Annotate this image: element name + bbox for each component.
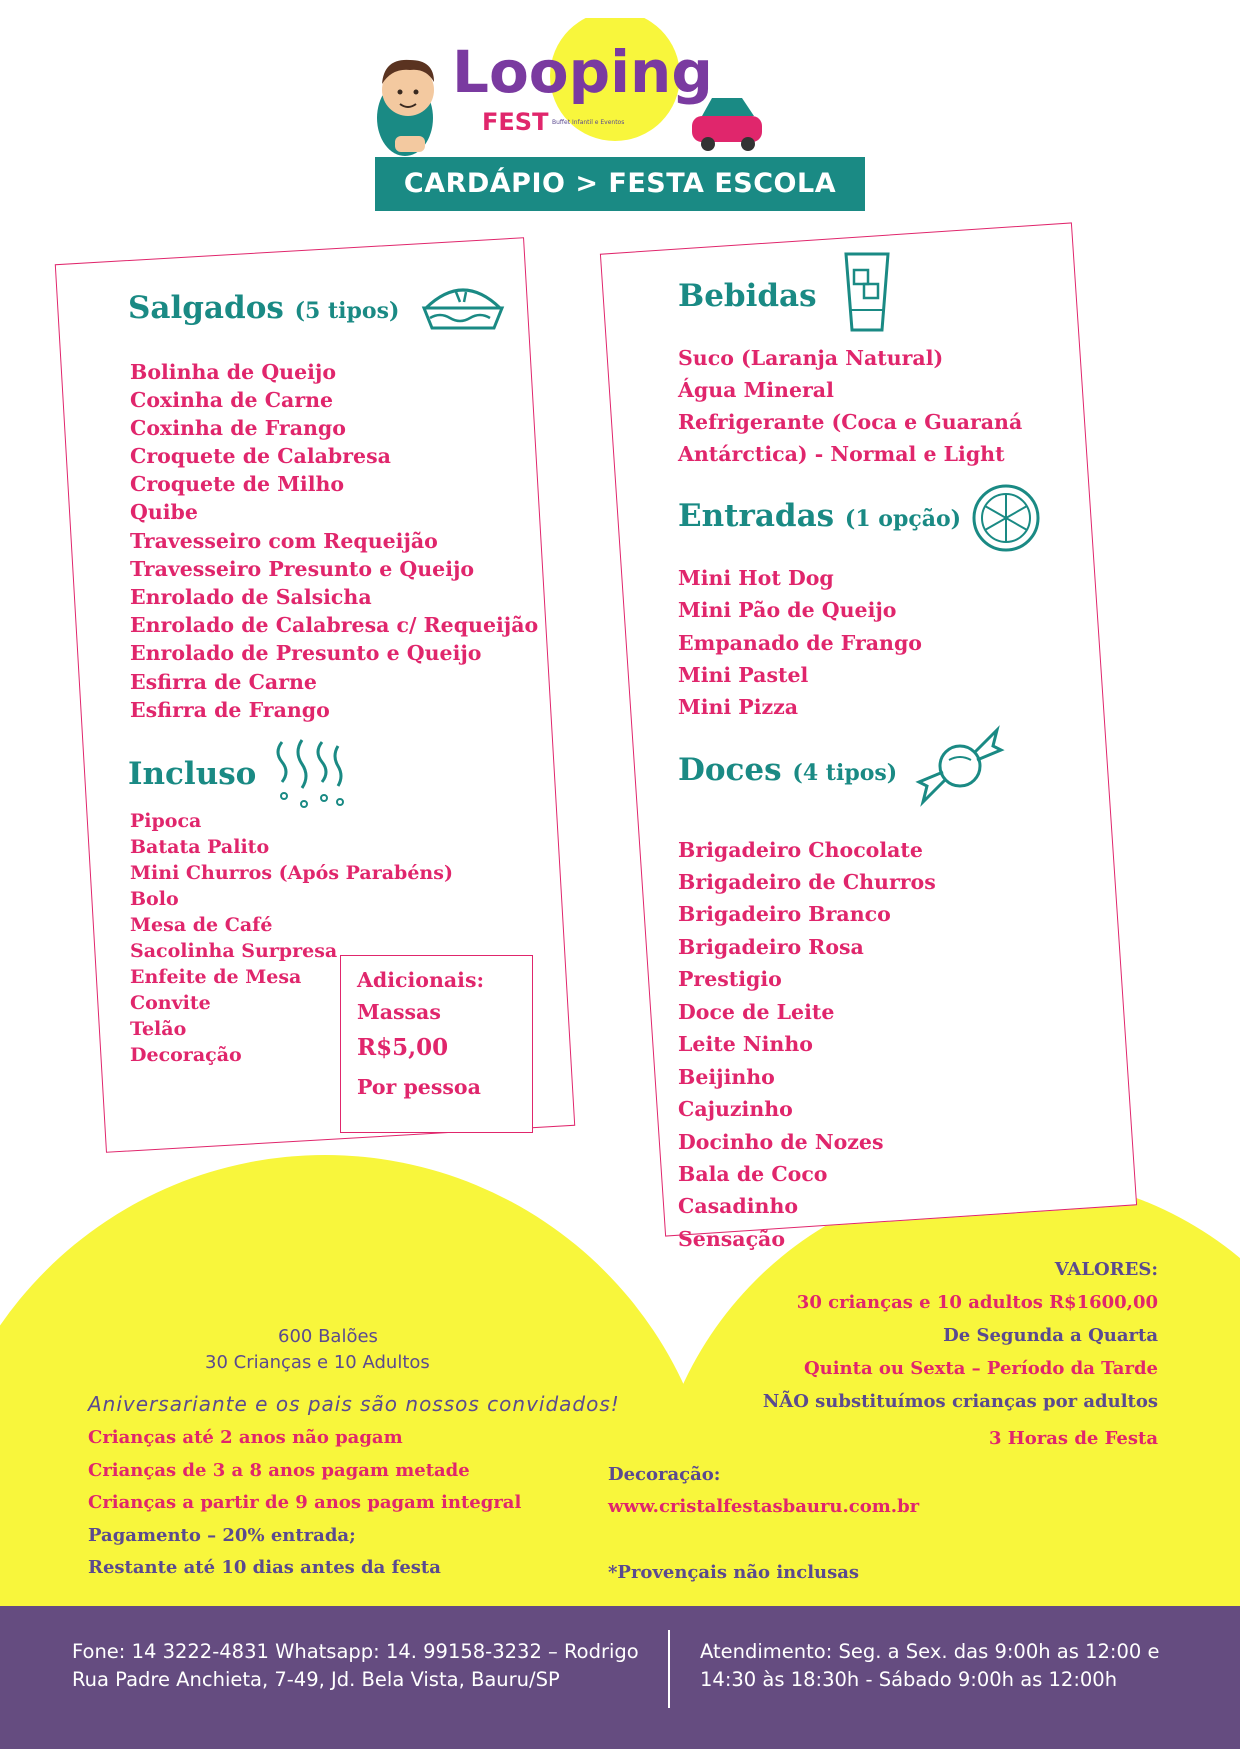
- list-item: Decoração: [130, 1044, 242, 1066]
- list-item: Croquete de Calabresa: [130, 444, 391, 468]
- steam-icon: [272, 738, 350, 810]
- list-item: Travesseiro Presunto e Queijo: [130, 557, 475, 581]
- list-item: Beijinho: [678, 1065, 775, 1089]
- provencais-note: *Provençais não inclusas: [608, 1562, 860, 1583]
- convidados-text: Aniversariante e os pais são nossos convidados!: [88, 1392, 620, 1416]
- list-item: Refrigerante (Coca e Guaraná: [678, 410, 1023, 434]
- valores-title: VALORES:: [1054, 1259, 1158, 1280]
- doces-title: Doces: [678, 752, 782, 788]
- list-item: Leite Ninho: [678, 1032, 813, 1056]
- page-title: CARDÁPIO > FESTA ESCOLA: [403, 168, 837, 199]
- adicionais-unit: Por pessoa: [357, 1075, 481, 1099]
- logo-tagline: Buffet Infantil e Eventos: [552, 119, 625, 126]
- rule-text: Crianças de 3 a 8 anos pagam metade: [88, 1460, 470, 1481]
- list-item: Telão: [130, 1018, 187, 1040]
- list-item: Mini Hot Dog: [678, 566, 834, 590]
- valores-line: 3 Horas de Festa: [988, 1428, 1158, 1449]
- logo-looping-text: Looping: [452, 38, 713, 106]
- looping-fest-logo: [370, 18, 850, 158]
- entradas-title: Entradas: [678, 498, 835, 534]
- logo-fest-text: FEST: [482, 108, 549, 136]
- salgados-subtitle: (5 tipos): [294, 298, 400, 324]
- list-item: Batata Palito: [130, 836, 270, 858]
- rule-text: Crianças a partir de 9 anos pagam integral: [88, 1492, 522, 1513]
- valores-line: Quinta ou Sexta – Período da Tarde: [803, 1358, 1158, 1379]
- list-item: Doce de Leite: [678, 1000, 835, 1024]
- list-item: Mini Pizza: [678, 695, 799, 719]
- entradas-subtitle: (1 opção): [844, 506, 962, 532]
- baloes-text: 600 Balões: [278, 1326, 378, 1347]
- doces-heading: [678, 752, 897, 788]
- list-item: Mini Pastel: [678, 663, 809, 687]
- adicionais-title: Adicionais:: [357, 968, 485, 992]
- list-item: Pipoca: [130, 810, 202, 832]
- footer-hours-2: 14:30 às 18:30h - Sábado 9:00h as 12:00h: [700, 1668, 1118, 1691]
- list-item: Mini Churros (Após Parabéns): [130, 862, 453, 884]
- list-item: Docinho de Nozes: [678, 1130, 884, 1154]
- list-item: Enrolado de Salsicha: [130, 585, 372, 609]
- list-item: Enrolado de Presunto e Queijo: [130, 641, 482, 665]
- pizza-icon: [970, 482, 1042, 554]
- boy-illustration-icon: [377, 60, 434, 156]
- list-item: Casadinho: [678, 1194, 799, 1218]
- adicionais-price: R$5,00: [357, 1034, 449, 1061]
- list-item: Brigadeiro Chocolate: [678, 838, 923, 862]
- list-item: Água Mineral: [678, 378, 834, 402]
- list-item: Convite: [130, 992, 211, 1014]
- doces-subtitle: (4 tipos): [792, 760, 898, 786]
- footer-divider: [668, 1630, 670, 1708]
- list-item: Coxinha de Carne: [130, 388, 334, 412]
- list-item: Suco (Laranja Natural): [678, 346, 944, 370]
- list-item: Brigadeiro Branco: [678, 902, 891, 926]
- list-item: Mini Pão de Queijo: [678, 598, 897, 622]
- valores-line: NÃO substituímos crianças por adultos: [762, 1391, 1158, 1412]
- list-item: Sensação: [678, 1227, 786, 1251]
- bebidas-heading: Bebidas: [678, 278, 817, 314]
- list-item: Enfeite de Mesa: [130, 966, 302, 988]
- salgados-heading: [128, 290, 399, 326]
- criancas-adultos-text: 30 Crianças e 10 Adultos: [205, 1352, 430, 1373]
- list-item: Sacolinha Surpresa: [130, 940, 338, 962]
- rule-text: Crianças até 2 anos não pagam: [88, 1427, 403, 1448]
- valores-line: De Segunda a Quarta: [943, 1325, 1158, 1346]
- list-item: Croquete de Milho: [130, 472, 345, 496]
- footer-hours-1: Atendimento: Seg. a Sex. das 9:00h as 12:00 e: [700, 1640, 1160, 1663]
- list-item: Empanado de Frango: [678, 631, 922, 655]
- drink-glass-icon: [840, 250, 894, 336]
- list-item: Antárctica) - Normal e Light: [678, 442, 1005, 466]
- list-item: Esfirra de Carne: [130, 670, 317, 694]
- entradas-heading: [678, 498, 961, 534]
- list-item: Brigadeiro Rosa: [678, 935, 864, 959]
- list-item: Cajuzinho: [678, 1097, 793, 1121]
- candy-icon: [915, 724, 1005, 808]
- list-item: Brigadeiro de Churros: [678, 870, 936, 894]
- list-item: Enrolado de Calabresa c/ Requeijão: [130, 613, 539, 637]
- list-item: Esfirra de Frango: [130, 698, 330, 722]
- salgados-title: Salgados: [128, 290, 284, 326]
- adicionais-item: Massas: [357, 1000, 441, 1024]
- list-item: Travesseiro com Requeijão: [130, 529, 438, 553]
- list-item: Prestigio: [678, 967, 782, 991]
- list-item: Bolinha de Queijo: [130, 360, 337, 384]
- decoracao-url[interactable]: www.cristalfestasbauru.com.br: [608, 1496, 920, 1517]
- decoracao-label: Decoração:: [608, 1464, 721, 1485]
- list-item: Bolo: [130, 888, 179, 910]
- list-item: Quibe: [130, 500, 198, 524]
- list-item: Coxinha de Frango: [130, 416, 346, 440]
- valores-line: 30 crianças e 10 adultos R$1600,00: [796, 1292, 1158, 1313]
- payment-text: Pagamento – 20% entrada;: [88, 1525, 356, 1546]
- footer-address: Rua Padre Anchieta, 7-49, Jd. Bela Vista, Bauru/SP: [72, 1668, 560, 1691]
- list-item: Bala de Coco: [678, 1162, 828, 1186]
- pie-icon: [420, 278, 506, 336]
- payment-text: Restante até 10 dias antes da festa: [88, 1557, 441, 1578]
- list-item: Mesa de Café: [130, 914, 273, 936]
- incluso-heading: Incluso: [128, 756, 257, 792]
- footer-phone: Fone: 14 3222-4831 Whatsapp: 14. 99158-3232 – Rodrigo: [72, 1640, 639, 1663]
